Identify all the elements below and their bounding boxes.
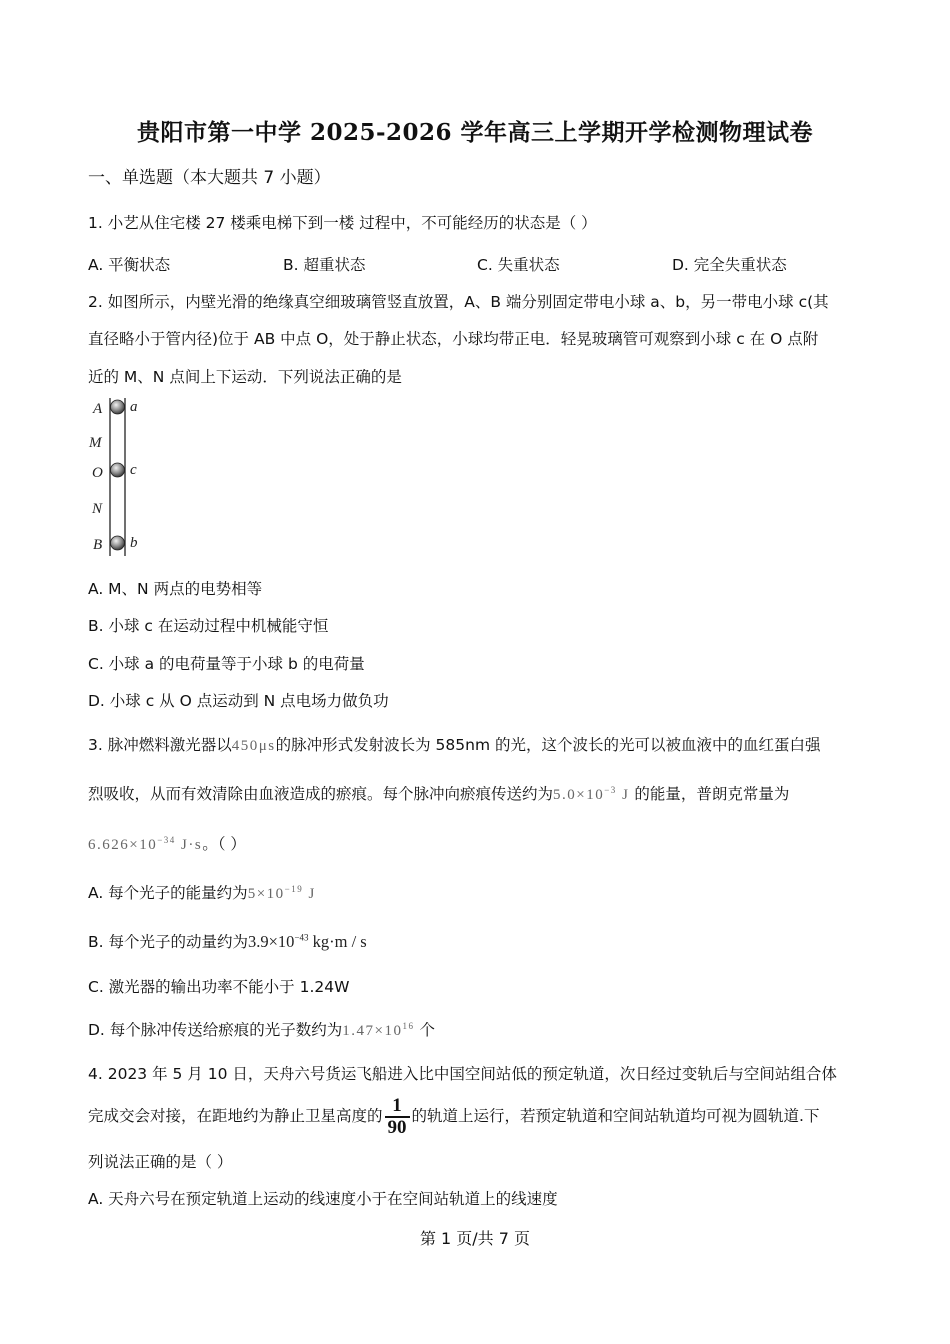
q3-option-c: C. 激光器的输出功率不能小于 1.24W <box>88 978 350 996</box>
exam-title: 贵阳市第一中学 2025-2026 学年高三上学期开学检测物理试卷 <box>136 119 814 146</box>
energy-formula: $5.0\times 10^{-3}$ J <box>553 785 630 803</box>
label-c: c <box>130 462 137 478</box>
question-2-line-2: 直径略小于管内径)位于 AB 中点 O，处于静止状态，小球均带正电．轻晃玻璃管可观察到小球 c 在 O 点附 <box>88 330 819 348</box>
q1-option-d: D. 完全失重状态 <box>672 256 787 274</box>
q3-option-a: A. 每个光子的能量约为$5\times 10^{-19}$ J <box>88 884 316 902</box>
question-4-line-1: 4. 2023 年 5 月 10 日，天舟六号货运飞船进入比中国空间站低的预定轨道，次日经过变轨后与空间站组合体 <box>88 1065 837 1083</box>
q4-option-a: A. 天舟六号在预定轨道上运动的线速度小于在空间站轨道上的线速度 <box>88 1190 558 1208</box>
question-2-line-1: 2. 如图所示，内壁光滑的绝缘真空细玻璃管竖直放置，A、B 端分别固定带电小球 a、b，另一带电小球 c(其 <box>88 293 829 311</box>
question-2-line-3: 近的 M、N 点间上下运动．下列说法正确的是 <box>88 368 402 386</box>
page-footer: 第 1 页/共 7 页 <box>419 1229 531 1248</box>
label-N: N <box>92 501 103 517</box>
question-4-line-3: 列说法正确的是（ ） <box>88 1153 233 1171</box>
q1-option-b: B. 超重状态 <box>283 256 366 274</box>
q3-option-d: D. 每个脉冲传送给瘀痕的光子数约为$1.47\times 10^{16}$ 个 <box>88 1021 435 1039</box>
question-1-text: 1. 小艺从住宅楼 27 楼乘电梯下到一楼 过程中，不可能经历的状态是（ ） <box>88 214 597 232</box>
q2-option-a: A. M、N 两点的电势相等 <box>88 580 263 598</box>
q1-option-c: C. 失重状态 <box>477 256 560 274</box>
question-3-line-2: 烈吸收，从而有效清除由血液造成的瘀痕。每个脉冲向瘀痕传送约为$5.0\times 10^{-3}$ J 的能量，普朗克常量为 <box>88 785 790 803</box>
planck-constant-formula: $6.626\times 10^{-34}$ J·s <box>88 835 203 853</box>
pulse-duration-formula: 450μs <box>231 738 276 754</box>
question-4-line-2: 完成交会对接，在距地约为静止卫星高度的 $\frac{1}{90}$ 的轨道上运行，若预定轨道和空间站轨道均可视为圆轨道.下 <box>88 1094 820 1138</box>
label-B: B <box>93 537 103 553</box>
question-3-line-3: $6.626\times 10^{-34}$ J·s。（ ） <box>88 835 246 853</box>
label-a: a <box>130 399 138 415</box>
label-A: A <box>93 401 103 417</box>
q1-option-a: A. 平衡状态 <box>88 256 171 274</box>
q2-option-d: D. 小球 c 从 O 点运动到 N 点电场力做负功 <box>88 692 389 710</box>
ball-a <box>111 400 125 414</box>
label-M: M <box>89 435 102 451</box>
ball-c <box>111 463 125 477</box>
q2-option-b: B. 小球 c 在运动过程中机械能守恒 <box>88 617 329 635</box>
glass-tube-figure <box>86 394 156 560</box>
ball-b <box>111 536 125 550</box>
label-O: O <box>92 465 103 481</box>
question-3-line-1: 3. 脉冲燃料激光器以450μs的脉冲形式发射波长为 585nm 的光，这个波长的光可以被血液中的血红蛋白强 <box>88 736 821 754</box>
section-heading: 一、单选题（本大题共 7 小题） <box>88 168 331 188</box>
label-b: b <box>130 535 138 551</box>
fraction-one-ninetieth: $\frac{1}{90}$ <box>385 1096 410 1138</box>
q3-option-b: B. 每个光子的动量约为$3.9\times 10^{-43}$ kg·m / s <box>88 932 367 951</box>
q2-option-c: C. 小球 a 的电荷量等于小球 b 的电荷量 <box>88 655 365 673</box>
